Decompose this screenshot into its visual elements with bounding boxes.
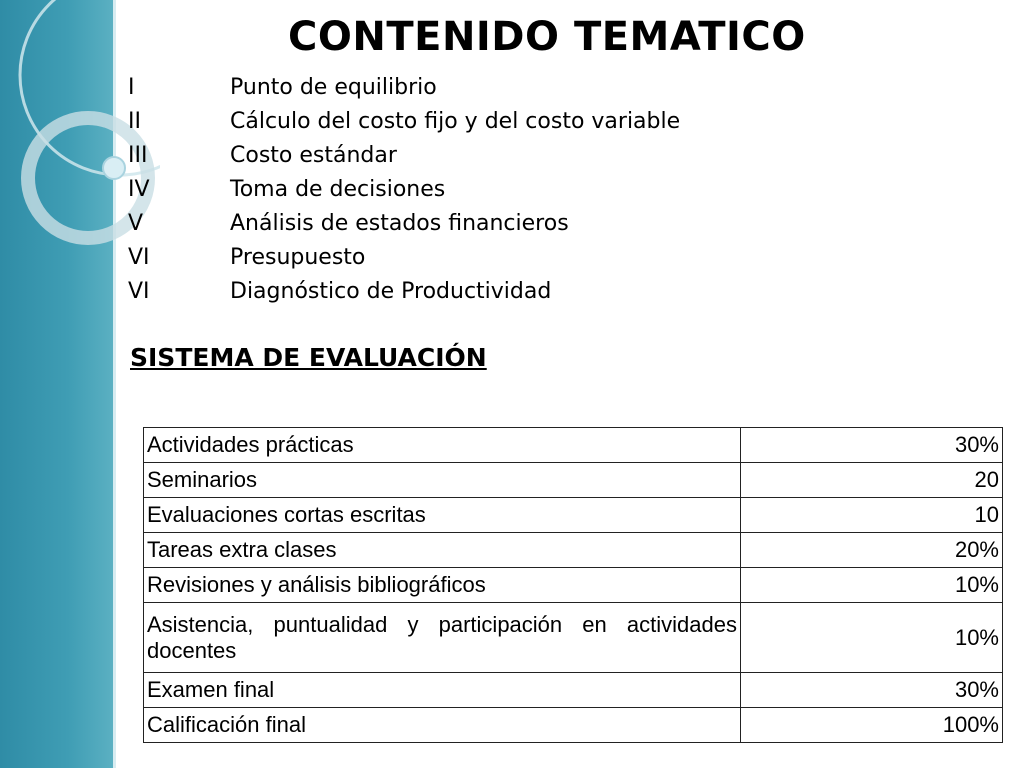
row-value: 20 xyxy=(741,463,1003,498)
topic-number: VI xyxy=(128,244,150,270)
row-label: Actividades prácticas xyxy=(144,428,741,463)
table-row xyxy=(144,603,1003,673)
row-value: 30% xyxy=(741,673,1003,708)
topic-number: III xyxy=(128,142,148,168)
topic-number: I xyxy=(128,74,135,100)
row-label: Evaluaciones cortas escritas xyxy=(144,498,741,533)
table-row xyxy=(144,533,1003,568)
row-label: Seminarios xyxy=(144,463,741,498)
table-row xyxy=(144,498,1003,533)
topic-number: IV xyxy=(128,176,150,202)
evaluation-heading: SISTEMA DE EVALUACIÓN xyxy=(130,343,487,372)
row-label: Tareas extra clases xyxy=(144,533,741,568)
topic-number: V xyxy=(128,210,144,236)
evaluation-table xyxy=(143,427,1003,743)
list-item xyxy=(128,240,680,274)
topic-label: Diagnóstico de Productividad xyxy=(230,278,552,304)
row-label: Examen final xyxy=(144,673,741,708)
table-row xyxy=(144,568,1003,603)
row-value: 20% xyxy=(741,533,1003,568)
row-label: Asistencia, puntualidad y participación en actividades docentes xyxy=(144,603,741,673)
page-title: CONTENIDO TEMATICO xyxy=(288,14,806,60)
list-item xyxy=(128,104,680,138)
row-value: 100% xyxy=(741,708,1003,743)
list-item xyxy=(128,206,680,240)
row-value: 10% xyxy=(741,603,1003,673)
topic-label: Toma de decisiones xyxy=(230,176,446,202)
topic-label: Punto de equilibrio xyxy=(230,74,437,100)
list-item xyxy=(128,70,680,104)
row-value: 10 xyxy=(741,498,1003,533)
topic-number: VI xyxy=(128,278,150,304)
topic-number: II xyxy=(128,108,141,134)
list-item xyxy=(128,138,680,172)
table-row xyxy=(144,428,1003,463)
row-label: Revisiones y análisis bibliográficos xyxy=(144,568,741,603)
list-item xyxy=(128,172,680,206)
table-row xyxy=(144,463,1003,498)
row-value: 10% xyxy=(741,568,1003,603)
topic-label: Análisis de estados financieros xyxy=(230,210,569,236)
topic-list xyxy=(128,70,680,308)
table-row xyxy=(144,673,1003,708)
topic-label: Costo estándar xyxy=(230,142,397,168)
small-dot-circle xyxy=(103,157,125,179)
topic-label: Cálculo del costo fijo y del costo variable xyxy=(230,108,681,134)
row-label: Calificación final xyxy=(144,708,741,743)
topic-label: Presupuesto xyxy=(230,244,366,270)
table-row xyxy=(144,708,1003,743)
list-item xyxy=(128,274,680,308)
row-value: 30% xyxy=(741,428,1003,463)
